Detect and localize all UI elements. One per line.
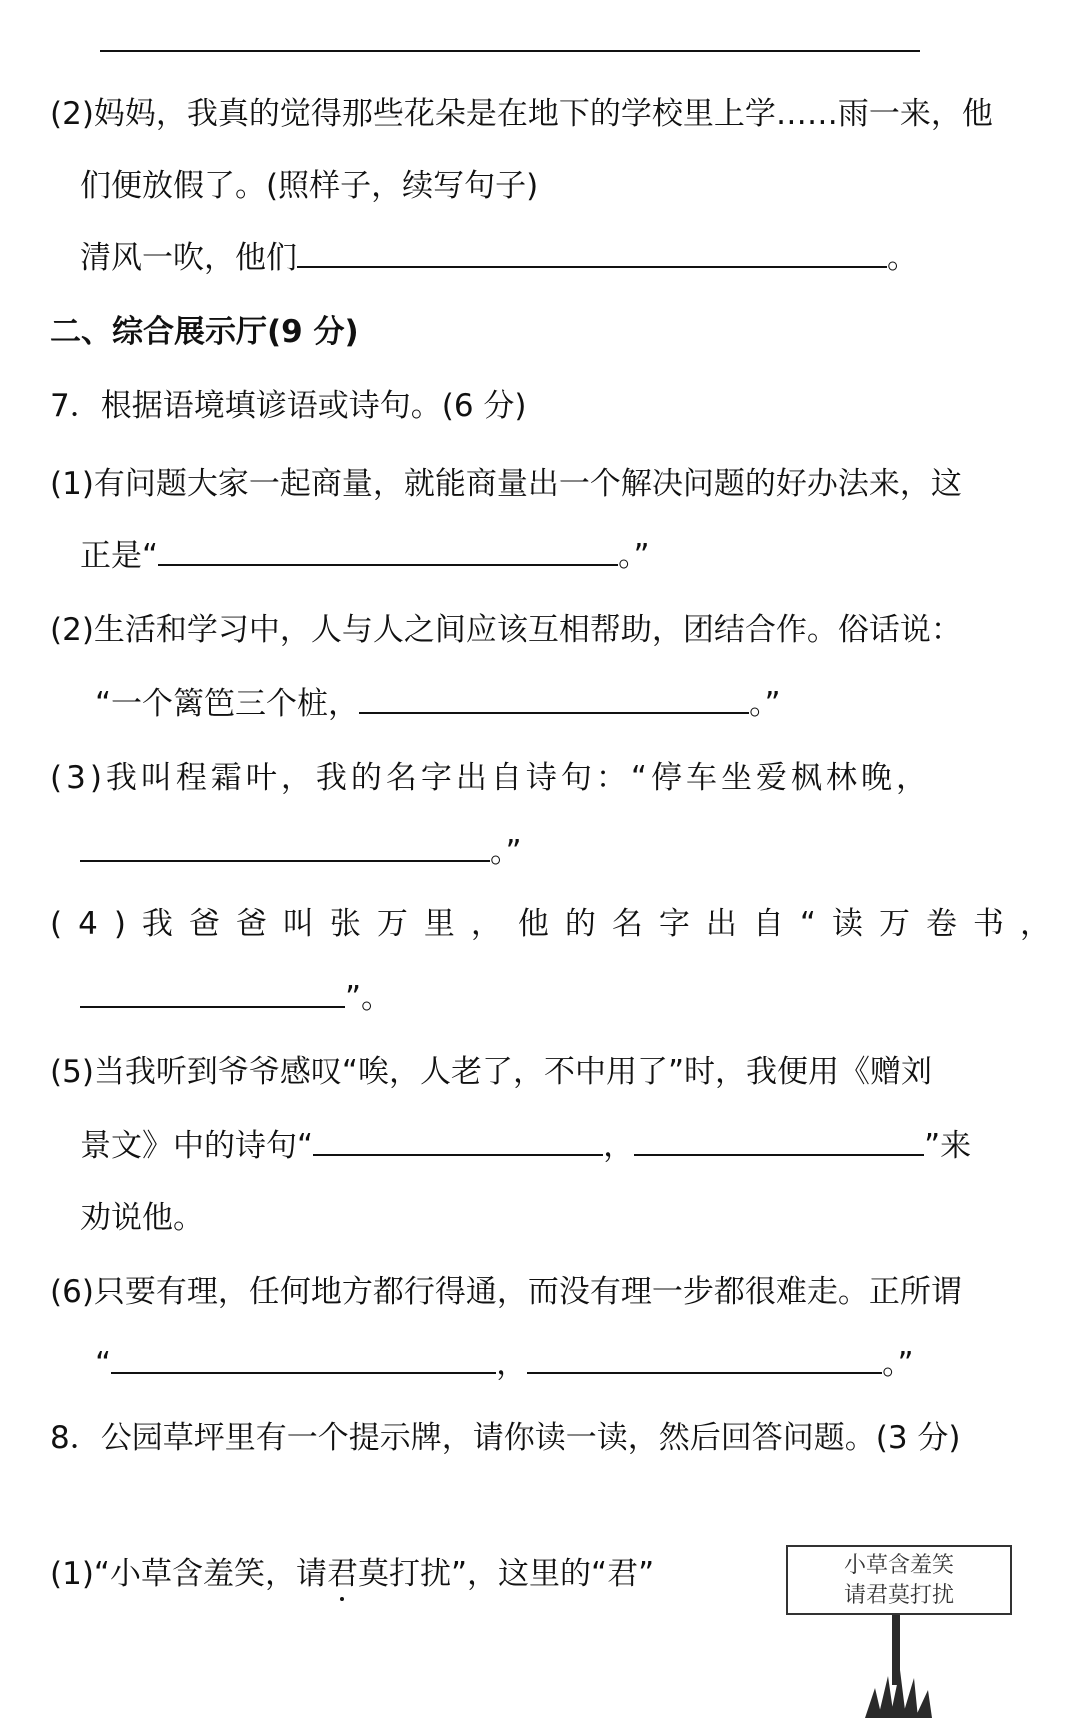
- q7-1-line2: [80, 530, 650, 575]
- q7-2-prefix: “一个篱笆三个桩，: [95, 686, 360, 722]
- answer-blank[interactable]: [158, 534, 618, 566]
- q8-title: 8．公园草坪里有一个提示牌，请你读一读，然后回答问题。(3 分): [50, 1420, 961, 1456]
- q7-6-prefix: “: [95, 1346, 112, 1382]
- q7-6-suffix: 。”: [882, 1346, 914, 1382]
- q7-5-suffix: ”来: [924, 1128, 972, 1164]
- q8-1-line1: [50, 1548, 654, 1593]
- q7-2-suffix: 。”: [749, 686, 781, 722]
- answer-line-top: [100, 50, 920, 52]
- q6-2-line1: (2)妈妈，我真的觉得那些花朵是在地下的学校里上学……雨一来，他: [50, 96, 993, 132]
- q6-2-end: 。: [887, 240, 918, 276]
- q7-5-prefix: 景文》中的诗句“: [80, 1128, 314, 1164]
- q7-6-line2: [95, 1338, 914, 1383]
- q7-2-line1: (2)生活和学习中，人与人之间应该互相帮助，团结合作。俗话说：: [50, 612, 962, 648]
- q7-4-suffix: ”。: [345, 980, 393, 1016]
- q7-1-suffix: 。”: [618, 538, 650, 574]
- q7-4-line1: (4)我爸爸叫张万里，他的名字出自“读万卷书，: [50, 906, 1067, 942]
- answer-blank[interactable]: [80, 830, 490, 862]
- q7-5-comma: ，: [603, 1128, 635, 1164]
- section-title: 二、综合展示厅(9 分): [50, 314, 359, 350]
- q7-3-line2: [80, 826, 522, 871]
- q8-1-text-b: 莫打扰”，这里的“君”: [357, 1556, 655, 1592]
- answer-blank[interactable]: [359, 682, 749, 714]
- sign-line-2: 请君莫打扰: [843, 1583, 954, 1608]
- answer-blank[interactable]: [634, 1124, 924, 1156]
- q7-6-line1: (6)只要有理，任何地方都行得通，而没有理一步都很难走。正所谓: [50, 1274, 962, 1310]
- answer-blank[interactable]: [313, 1124, 603, 1156]
- q8-1-text-a: (1)“小草含羞笑，请: [50, 1556, 327, 1592]
- q6-2-prompt: 清风一吹，他们: [80, 240, 297, 276]
- q7-5-line1: (5)当我听到爷爷感叹“唉，人老了，不中用了”时，我便用《赠刘: [50, 1054, 933, 1090]
- q7-1-prefix: 正是“: [80, 538, 159, 574]
- q7-5-line2: [80, 1120, 971, 1165]
- q7-2-line2: [95, 678, 781, 723]
- answer-blank[interactable]: [527, 1342, 882, 1374]
- q7-6-comma: ，: [496, 1346, 528, 1382]
- q7-title: 7．根据语境填谚语或诗句。(6 分): [50, 388, 527, 424]
- answer-blank[interactable]: [80, 976, 345, 1008]
- q7-3-line1: (3)我叫程霜叶，我的名字出自诗句：“停车坐爱枫林晚，: [50, 760, 931, 796]
- grass-icon: [860, 1668, 940, 1718]
- q7-1-line1: (1)有问题大家一起商量，就能商量出一个解决问题的好办法来，这: [50, 466, 962, 502]
- answer-blank[interactable]: [297, 236, 887, 268]
- q6-2-line3: [80, 232, 918, 277]
- emphasis-char: 君: [327, 1548, 358, 1593]
- q7-3-suffix: 。”: [490, 834, 522, 870]
- q7-5-line3: 劝说他。: [80, 1200, 204, 1236]
- q7-4-line2: [80, 972, 392, 1017]
- q6-2-line2: 们便放假了。(照样子，续写句子): [80, 168, 539, 204]
- answer-blank[interactable]: [111, 1342, 496, 1374]
- park-sign: [786, 1545, 1012, 1615]
- sign-line-1: 小草含羞笑: [843, 1553, 954, 1578]
